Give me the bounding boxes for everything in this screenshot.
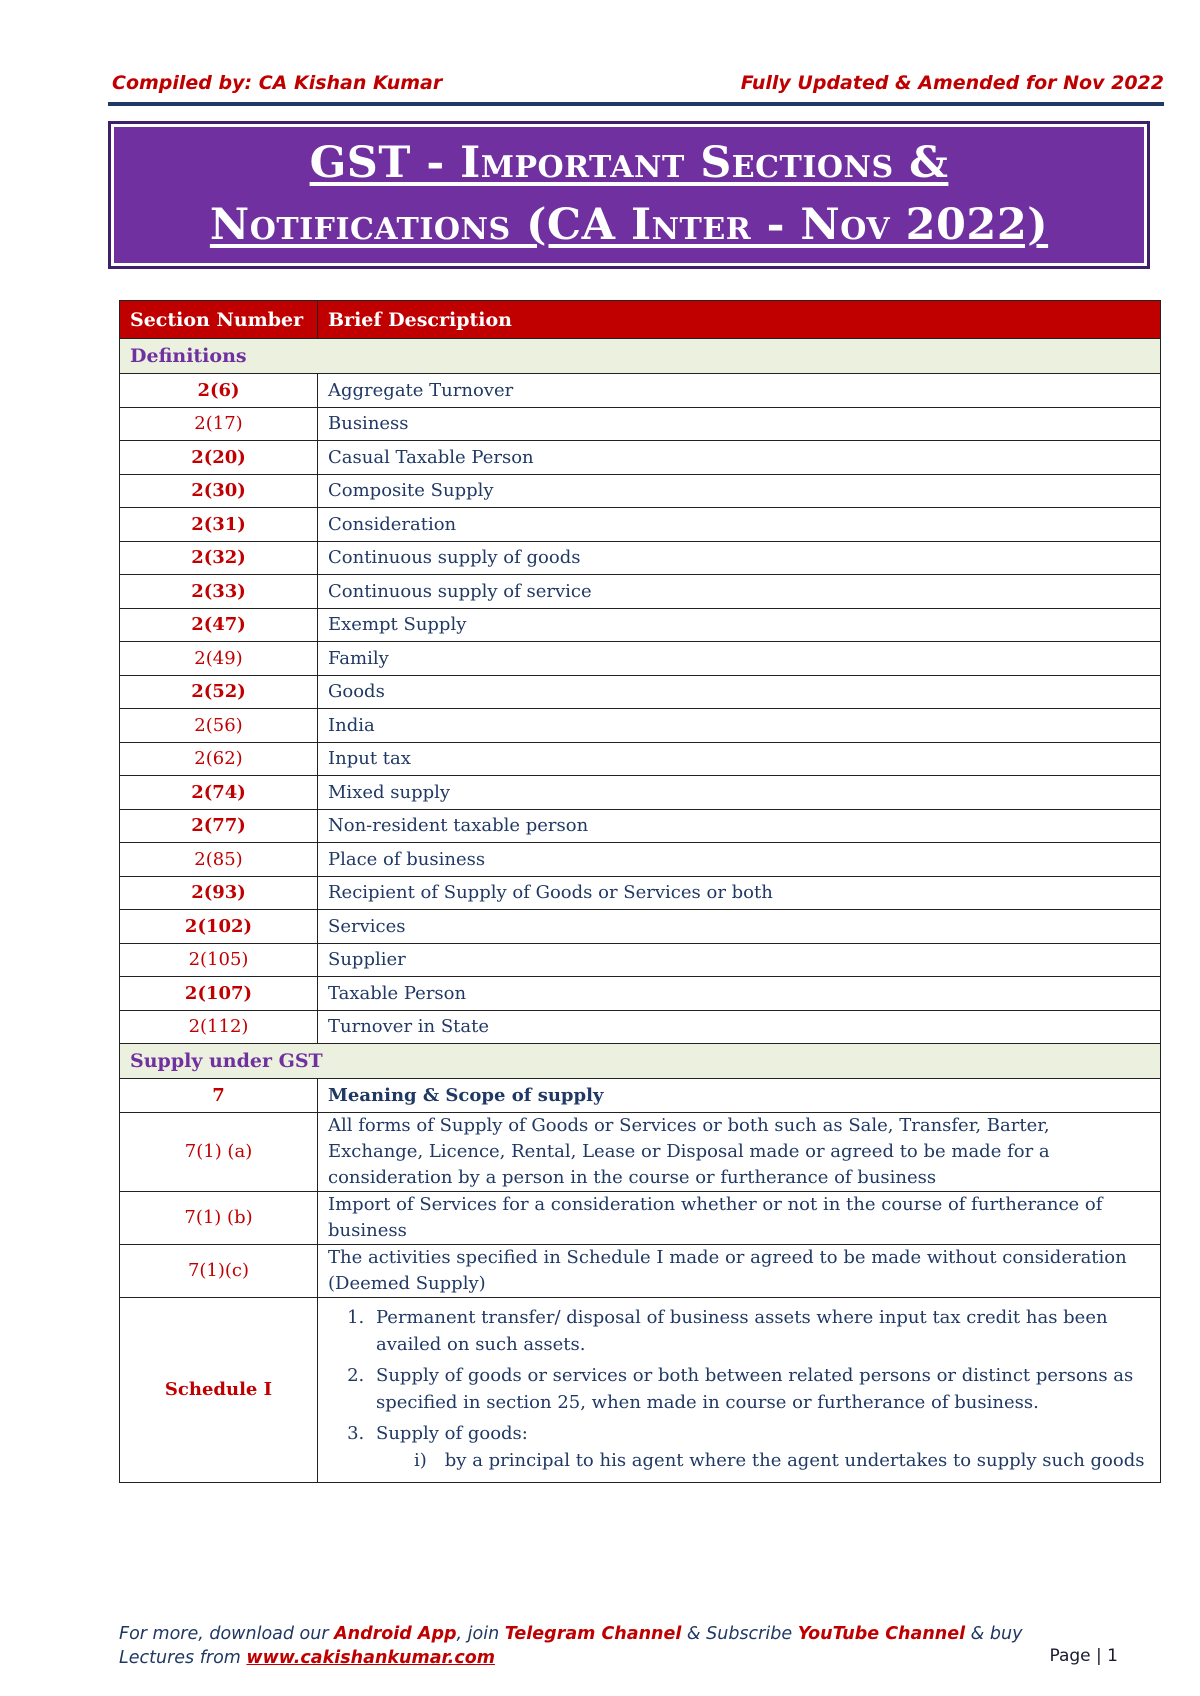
- section-number: 2(62): [120, 742, 318, 776]
- category-row: [120, 339, 1161, 374]
- list-item-text: Supply of goods:: [376, 1422, 528, 1444]
- table-row: [120, 608, 1161, 642]
- list-item: 2. Supply of goods or services or both between related persons or distinct persons as specified in section 25, when made in course or furtherance of business.: [370, 1362, 1150, 1416]
- section-number: 2(33): [120, 575, 318, 609]
- section-number: 2(77): [120, 809, 318, 843]
- youtube-channel-link[interactable]: YouTube Channel: [797, 1624, 966, 1644]
- table-row: [120, 910, 1161, 944]
- table-row: [120, 374, 1161, 408]
- sub-list: [376, 1447, 1150, 1474]
- description: Turnover in State: [318, 1010, 1161, 1044]
- description: Supplier: [318, 943, 1161, 977]
- description: Continuous supply of service: [318, 575, 1161, 609]
- section-number: 2(31): [120, 508, 318, 542]
- schedule-items: [318, 1297, 1161, 1482]
- description: Services: [318, 910, 1161, 944]
- table-row: [120, 474, 1161, 508]
- table-row: [120, 709, 1161, 743]
- footer-line-2: [119, 1646, 1119, 1670]
- description: Continuous supply of goods: [318, 541, 1161, 575]
- title-line-2: Notifications (CA Inter - Nov 2022): [209, 200, 1049, 250]
- table-header-row: [120, 301, 1161, 339]
- section-number: 2(107): [120, 977, 318, 1011]
- description: Business: [318, 407, 1161, 441]
- table-row: [120, 675, 1161, 709]
- website-link[interactable]: www.cakishankumar.com: [246, 1648, 495, 1668]
- footer: [119, 1622, 1119, 1670]
- table-row: [120, 1297, 1161, 1482]
- table-row: [120, 575, 1161, 609]
- description: Meaning & Scope of supply: [318, 1079, 1161, 1113]
- section-number: 7(1)(c): [120, 1244, 318, 1297]
- col-section-number: Section Number: [120, 301, 318, 339]
- footer-text: Lectures from: [119, 1648, 247, 1668]
- section-number: 2(105): [120, 943, 318, 977]
- section-number: 2(112): [120, 1010, 318, 1044]
- footer-text: , join: [456, 1624, 505, 1644]
- schedule-list: [328, 1302, 1150, 1474]
- title-banner: [111, 124, 1147, 266]
- description: India: [318, 709, 1161, 743]
- section-number: 7: [120, 1079, 318, 1113]
- table-row: [120, 441, 1161, 475]
- section-number: 2(30): [120, 474, 318, 508]
- page-number: Page | 1: [1049, 1646, 1118, 1666]
- section-number: 7(1) (b): [120, 1191, 318, 1244]
- section-number: 2(85): [120, 843, 318, 877]
- section-number: Schedule I: [120, 1297, 318, 1482]
- description: Import of Services for a consideration whether or not in the course of furtherance of business: [318, 1191, 1161, 1244]
- section-number: 2(56): [120, 709, 318, 743]
- section-number: 2(20): [120, 441, 318, 475]
- description: Place of business: [318, 843, 1161, 877]
- table-row: [120, 776, 1161, 810]
- footer-text: & buy: [965, 1624, 1023, 1644]
- table-row: [120, 742, 1161, 776]
- table-row: [120, 943, 1161, 977]
- description: Non-resident taxable person: [318, 809, 1161, 843]
- table-row: [120, 843, 1161, 877]
- sections-table: [119, 300, 1161, 1483]
- table-row: [120, 977, 1161, 1011]
- description: Casual Taxable Person: [318, 441, 1161, 475]
- description: Recipient of Supply of Goods or Services or both: [318, 876, 1161, 910]
- description: The activities specified in Schedule I made or agreed to be made without consideration (Deemed Supply): [318, 1244, 1161, 1297]
- section-number: 2(6): [120, 374, 318, 408]
- table-row: [120, 541, 1161, 575]
- footer-line-1: [119, 1622, 1119, 1646]
- list-item: 1. Permanent transfer/ disposal of business assets where input tax credit has been availed on such assets.: [370, 1304, 1150, 1358]
- table-row: [120, 809, 1161, 843]
- description: Consideration: [318, 508, 1161, 542]
- description: All forms of Supply of Goods or Services or both such as Sale, Transfer, Barter, Exchange, Licence, Rental, Lease or Disposal made or agreed to be made for a consideration by a person in the course or furtherance of business: [318, 1112, 1161, 1191]
- category-row: [120, 1044, 1161, 1079]
- table-row: [120, 1244, 1161, 1297]
- android-app-link[interactable]: Android App: [334, 1624, 457, 1644]
- compiled-by: Compiled by: CA Kishan Kumar: [112, 72, 443, 94]
- section-number: 2(47): [120, 608, 318, 642]
- header-divider: [108, 102, 1164, 106]
- section-number: 2(74): [120, 776, 318, 810]
- description: Composite Supply: [318, 474, 1161, 508]
- table-row: [120, 1079, 1161, 1113]
- description: Taxable Person: [318, 977, 1161, 1011]
- description: Exempt Supply: [318, 608, 1161, 642]
- description: Aggregate Turnover: [318, 374, 1161, 408]
- page-header: [112, 72, 1164, 98]
- description: Mixed supply: [318, 776, 1161, 810]
- section-number: 2(93): [120, 876, 318, 910]
- telegram-channel-link[interactable]: Telegram Channel: [504, 1624, 682, 1644]
- footer-text: For more, download our: [119, 1624, 335, 1644]
- category-supply-under-gst: Supply under GST: [120, 1044, 1161, 1079]
- table-row: [120, 1010, 1161, 1044]
- section-number: 2(17): [120, 407, 318, 441]
- section-number: 2(49): [120, 642, 318, 676]
- table-row: [120, 876, 1161, 910]
- table-row: [120, 407, 1161, 441]
- list-item: [370, 1420, 1150, 1474]
- table-row: [120, 1191, 1161, 1244]
- description: Input tax: [318, 742, 1161, 776]
- table-row: [120, 1112, 1161, 1191]
- section-number: 2(32): [120, 541, 318, 575]
- category-definitions: Definitions: [120, 339, 1161, 374]
- description: Goods: [318, 675, 1161, 709]
- section-number: 7(1) (a): [120, 1112, 318, 1191]
- section-number: 2(52): [120, 675, 318, 709]
- table-row: [120, 642, 1161, 676]
- description: Family: [318, 642, 1161, 676]
- footer-text: & Subscribe: [681, 1624, 798, 1644]
- updated-note: Fully Updated & Amended for Nov 2022: [740, 72, 1164, 94]
- col-brief-description: Brief Description: [318, 301, 1161, 339]
- title-line-1: GST - Important Sections &: [309, 138, 949, 188]
- table-row: [120, 508, 1161, 542]
- sub-list-item: i) by a principal to his agent where the agent undertakes to supply such goods: [414, 1449, 1145, 1471]
- section-number: 2(102): [120, 910, 318, 944]
